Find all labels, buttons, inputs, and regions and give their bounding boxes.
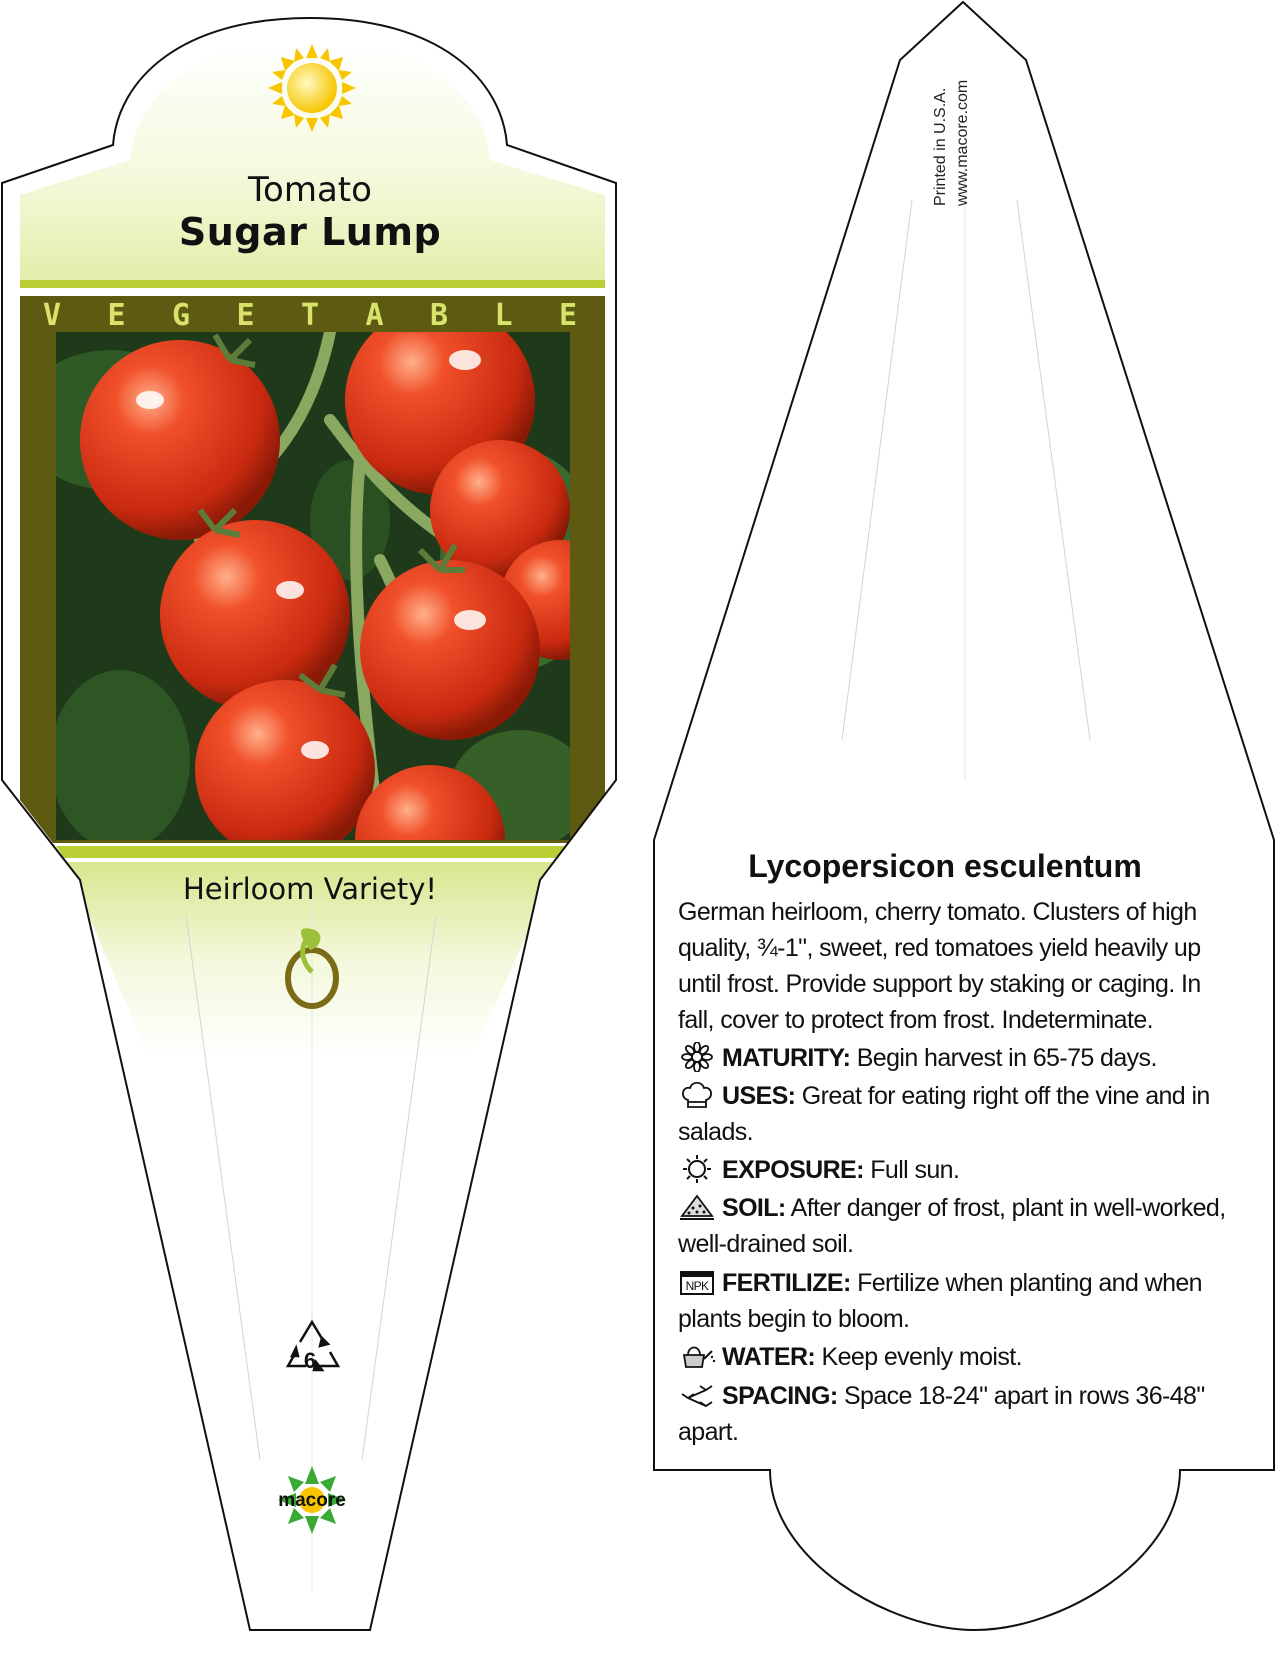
category-letter: L [494,298,513,333]
watering-can-icon [678,1341,716,1371]
care-text: Fertilize when planting and when plants begin to bloom. [678,1269,1202,1333]
sun-icon [268,44,356,132]
spacing-icon [678,1380,716,1410]
care-text: After danger of frost, plant in well-worked, well-drained soil. [678,1194,1226,1258]
care-water [678,1339,1238,1375]
sun-outline-icon [678,1154,716,1184]
care-label: SPACING: [722,1382,838,1410]
care-label: MATURITY: [722,1044,851,1072]
chef-hat-icon [678,1080,716,1110]
recycle-number: 6 [303,1348,317,1373]
care-maturity [678,1040,1238,1076]
category-label [40,298,580,333]
care-text: Begin harvest in 65-75 days. [856,1044,1157,1072]
care-text: Full sun. [870,1156,960,1184]
category-letter: E [107,298,126,333]
care-text: Space 18-24" apart in rows 36-48" apart. [678,1382,1205,1446]
tagline: Heirloom Variety! [183,872,437,906]
category-letter: E [558,298,578,333]
care-label: EXPOSURE: [722,1156,864,1184]
npk-icon [678,1267,716,1297]
brand-name: macore [278,1490,346,1511]
category-letter: A [365,298,384,333]
category-letter: B [429,298,449,333]
category-letter: T [300,298,320,333]
flower-icon [678,1042,716,1072]
care-text: Great for eating right off the vine and in salads. [678,1082,1210,1146]
latin-name: Lycopersicon esculentum [748,848,1142,884]
care-soil [678,1190,1238,1262]
category-letter: E [236,298,255,333]
care-text: Keep evenly moist. [821,1343,1022,1371]
website: www.macore.com [954,79,971,206]
category-letter: G [171,298,191,333]
care-exposure [678,1152,1238,1188]
care-uses [678,1078,1238,1150]
care-fertilize [678,1265,1238,1337]
care-label: WATER: [722,1343,816,1371]
soil-icon [678,1192,716,1222]
printed-in: Printed in U.S.A. [932,87,949,206]
care-label: FERTILIZE: [722,1269,851,1297]
svg-text:NPK: NPK [685,1279,709,1293]
care-label: USES: [722,1082,796,1110]
printer-info [930,50,990,210]
description: German heirloom, cherry tomato. Clusters of high quality, ¾-1", sweet, red tomatoes yield heavily up until frost. Provide support by staking or caging. In fall, cover to protect from frost. Indeterminate. [678,898,1201,1034]
category-letter: V [42,298,62,333]
common-name: Tomato [248,170,372,210]
care-spacing [678,1378,1238,1450]
variety-name: Sugar Lump [178,210,442,254]
care-label: SOIL: [722,1194,786,1222]
